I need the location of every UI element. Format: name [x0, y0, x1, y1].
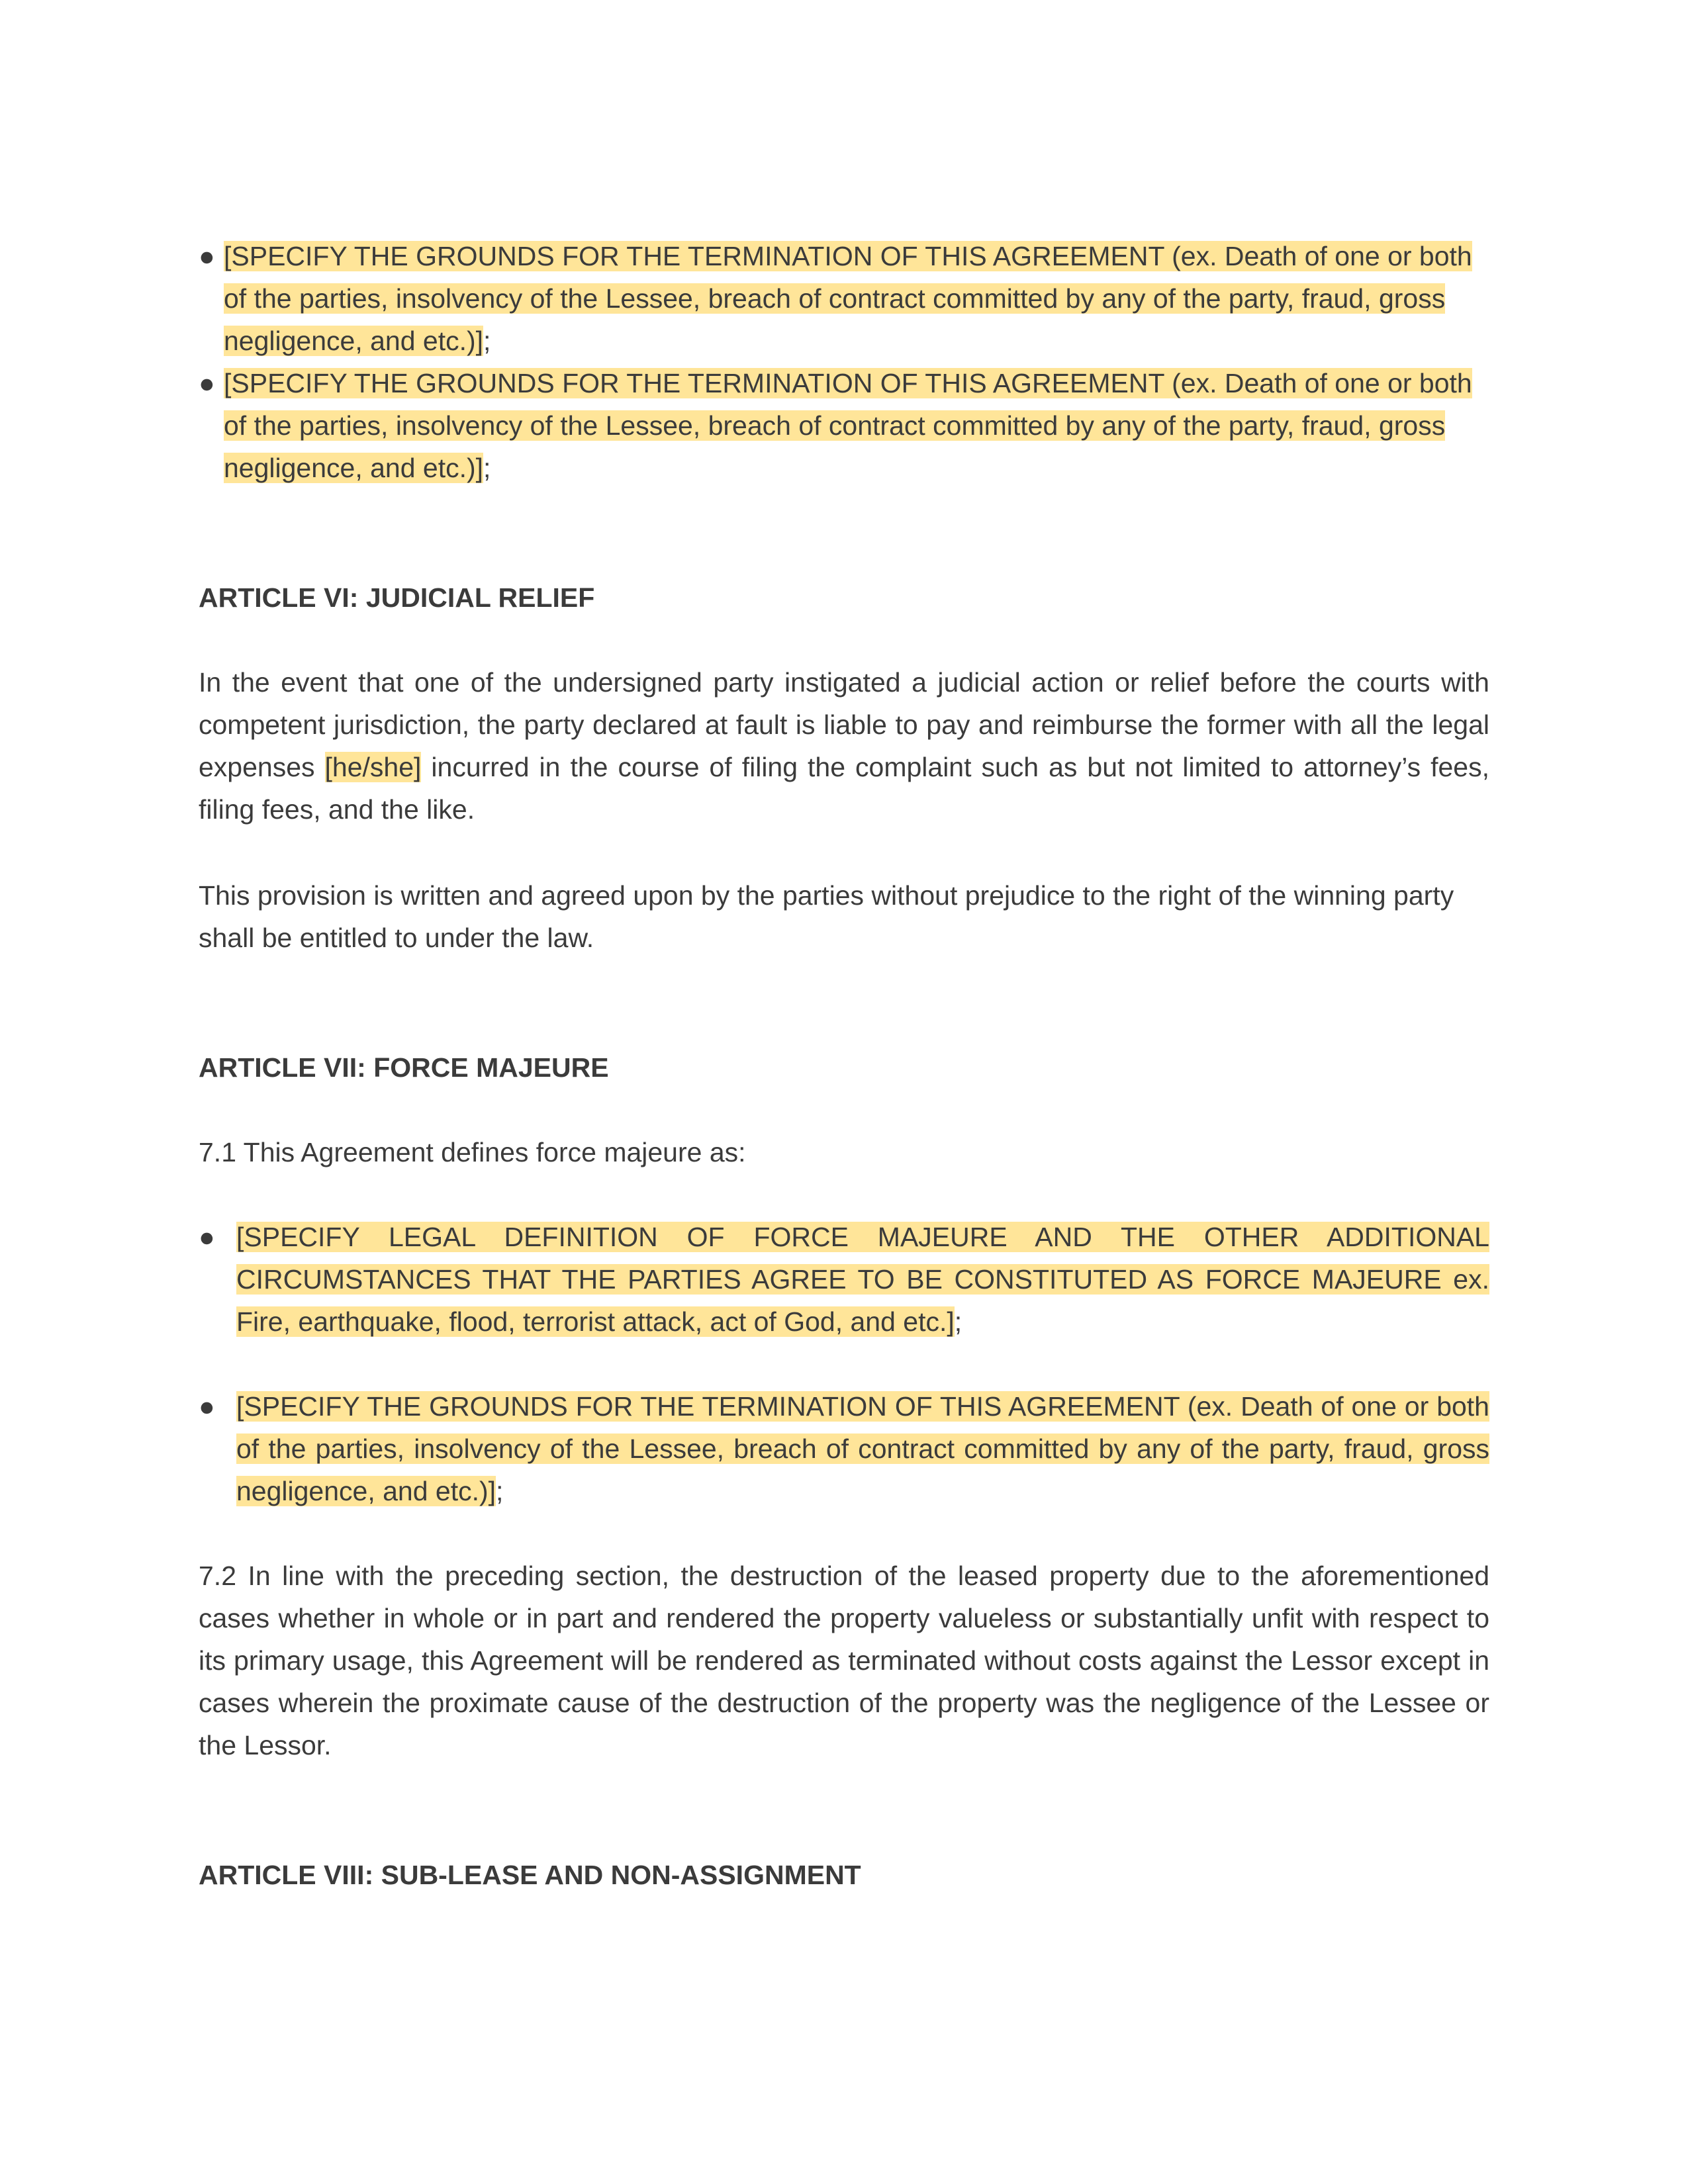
document-page — [199, 235, 1489, 1896]
termination-grounds-list — [199, 235, 1489, 489]
paragraph-text: incurred in the course of filing the complaint such as but not limited to attorney’s fees, filing fees, and the like. — [199, 752, 1489, 825]
article-7-paragraph-7-2: 7.2 In line with the preceding section, the destruction of the leased property due to the aforementioned cases whether in whole or in part and rendered the property valueless or substantially unfit with respect to its primary usage, this Agreement will be rendered as terminated without costs against the Lessor except in cases wherein the proximate cause of the destruction of the property was the negligence of the Lessee or the Lessor. — [199, 1561, 1489, 1760]
article-7-heading: ARTICLE VII: FORCE MAJEURE — [199, 1052, 609, 1083]
placeholder-highlight: [SPECIFY THE GROUNDS FOR THE TERMINATION OF THIS AGREEMENT (ex. Death of one or both of the parties, insolvency of the Lessee, breach of contract committed by any of the party, fraud, gross negligence, and etc.)] — [236, 1391, 1489, 1506]
bullet-icon: ● — [199, 368, 215, 398]
list-item-suffix: ; — [483, 453, 491, 483]
list-item — [199, 1385, 1489, 1512]
bullet-icon: ● — [199, 241, 215, 271]
list-item — [199, 362, 1489, 489]
placeholder-highlight: [SPECIFY THE GROUNDS FOR THE TERMINATION OF THIS AGREEMENT (ex. Death of one or both of the parties, insolvency of the Lessee, breach of contract committed by any of the party, fraud, gross negligence, and etc.)] — [224, 241, 1472, 356]
list-item-suffix: ; — [954, 1306, 962, 1337]
list-item — [199, 1216, 1489, 1343]
bullet-icon: ● — [199, 1391, 215, 1422]
placeholder-highlight: [SPECIFY THE GROUNDS FOR THE TERMINATION OF THIS AGREEMENT (ex. Death of one or both of the parties, insolvency of the Lessee, breach of contract committed by any of the party, fraud, gross negligence, and etc.)] — [224, 368, 1472, 483]
article-7-intro: 7.1 This Agreement defines force majeure as: — [199, 1137, 746, 1167]
bullet-icon: ● — [199, 1222, 215, 1252]
force-majeure-list — [199, 1216, 1489, 1512]
list-item — [199, 235, 1489, 362]
article-6-paragraph-1 — [199, 661, 1489, 831]
article-6-paragraph-2: This provision is written and agreed upon by the parties without prejudice to the right of the winning party shall be entitled to under the law. — [199, 880, 1454, 953]
placeholder-highlight: [he/she] — [324, 752, 422, 782]
article-8-heading: ARTICLE VIII: SUB-LEASE AND NON-ASSIGNMENT — [199, 1860, 861, 1890]
list-item-suffix: ; — [483, 326, 491, 356]
list-item-suffix: ; — [496, 1476, 504, 1506]
paragraph-text: In the event that one of the undersigned party instigated a judicial action or relief before the courts with competent jurisdiction, the party declared at fault is liable to pay and reimburse the former with all the legal expenses — [199, 667, 1489, 782]
article-6-heading: ARTICLE VI: JUDICIAL RELIEF — [199, 582, 595, 613]
placeholder-highlight: [SPECIFY LEGAL DEFINITION OF FORCE MAJEURE AND THE OTHER ADDITIONAL CIRCUMSTANCES THAT THE PARTIES AGREE TO BE CONSTITUTED AS FORCE MAJEURE ex. Fire, earthquake, flood, terrorist attack, act of God, and etc.] — [236, 1222, 1489, 1337]
